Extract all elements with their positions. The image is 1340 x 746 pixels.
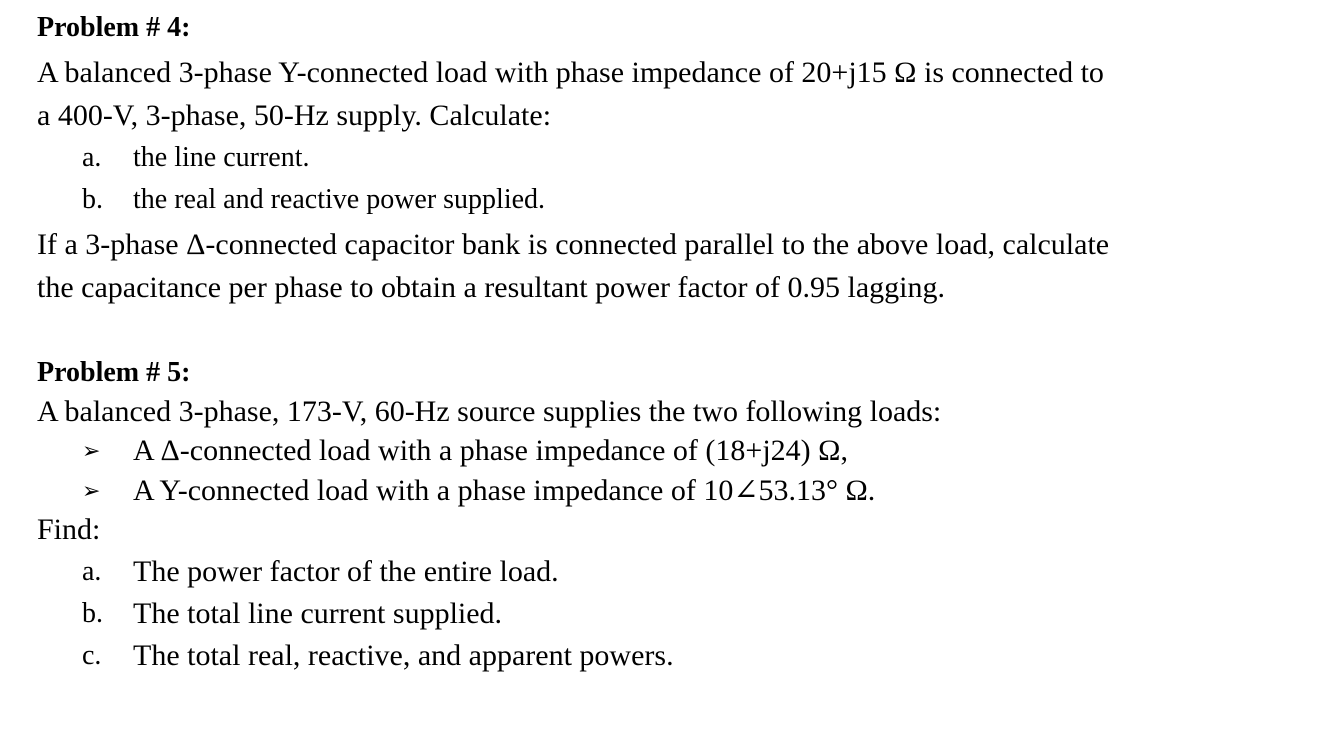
- document-page: [37, 10, 1307, 677]
- problem-5-intro: A balanced 3-phase, 173-V, 60-Hz source supplies the two following loads:: [37, 395, 942, 428]
- problem-5-loads-list: [37, 432, 1307, 511]
- problem-4-followup-line-1: If a 3-phase Δ-connected capacitor bank is connected parallel to the above load, calculate: [37, 228, 1110, 261]
- problem-5-load-1: [37, 432, 1307, 470]
- problem-4-section: [37, 10, 1307, 309]
- problem-5-item-a: [37, 551, 1307, 593]
- list-marker: a.: [82, 556, 102, 587]
- list-marker: c.: [82, 640, 102, 671]
- list-item-text: The power factor of the entire load.: [133, 555, 559, 588]
- problem-4-heading: Problem # 4:: [37, 12, 191, 43]
- problem-5-find-label: Find:: [37, 513, 101, 546]
- list-item-text: the line current.: [133, 142, 310, 173]
- list-item-text: The total real, reactive, and apparent powers.: [133, 639, 674, 672]
- list-marker: b.: [82, 184, 103, 215]
- problem-4-intro-line-2: a 400-V, 3-phase, 50-Hz supply. Calculate:: [37, 99, 552, 132]
- problem-5-load-2: [37, 470, 1307, 511]
- problem-5-item-b: [37, 593, 1307, 635]
- problem-4-item-a: [37, 137, 1307, 179]
- problem-4-intro-line-1: A balanced 3-phase Y-connected load with phase impedance of 20+j15 Ω is connected to: [37, 56, 1104, 89]
- list-item-text: The total line current supplied.: [133, 597, 503, 630]
- list-item-text: the real and reactive power supplied.: [133, 184, 546, 215]
- problem-5-heading: Problem # 5:: [37, 357, 191, 388]
- section-spacer: [37, 309, 1307, 355]
- problem-5-find-list: [37, 551, 1307, 677]
- arrow-bullet-icon: ➢: [82, 438, 101, 463]
- problem-5-item-c: [37, 635, 1307, 677]
- list-marker: b.: [82, 598, 103, 629]
- problem-4-item-b: [37, 179, 1307, 221]
- problem-4-followup-line-2: the capacitance per phase to obtain a resultant power factor of 0.95 lagging.: [37, 271, 945, 304]
- problem-5-section: [37, 355, 1307, 677]
- list-marker: a.: [82, 142, 102, 173]
- list-item-text: A Δ-connected load with a phase impedance of (18+j24) Ω,: [133, 434, 848, 467]
- list-item-text: A Y-connected load with a phase impedance of 10∠53.13° Ω.: [133, 474, 876, 507]
- problem-4-list: [37, 137, 1307, 221]
- arrow-bullet-icon: ➢: [82, 478, 101, 503]
